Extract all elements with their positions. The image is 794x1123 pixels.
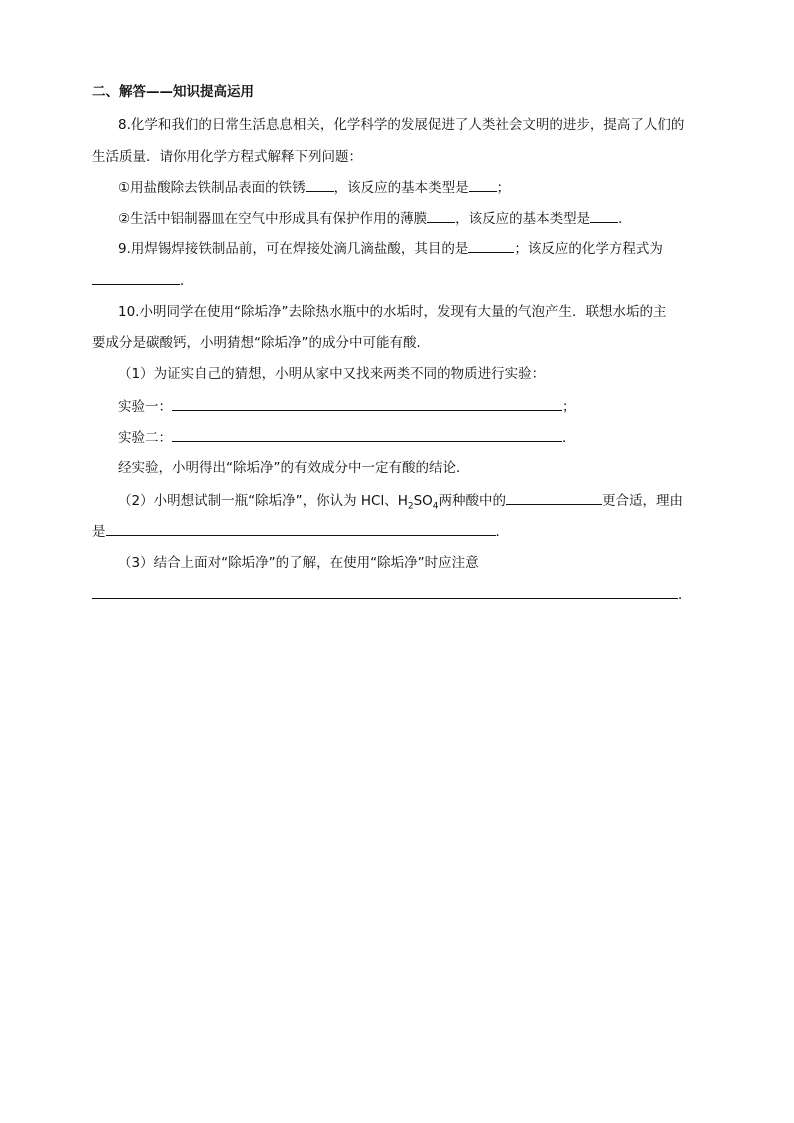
q10-part3-line2: [92, 584, 692, 605]
q9-line2: [92, 270, 194, 291]
q10-part3: （3）结合上面对“除垢净”的了解，在使用“除垢净”时应注意: [118, 555, 479, 571]
q10-experiment1: [118, 396, 576, 417]
experiment1-label: 实验一：: [118, 399, 172, 415]
answer-blank[interactable]: [590, 208, 618, 223]
experiment2-end: ．: [562, 430, 576, 446]
answer-blank[interactable]: [172, 427, 562, 442]
q8-item2-end: ．: [618, 211, 632, 227]
q8-text-line1: 8.化学和我们的日常生活息息相关，化学科学的发展促进了人类社会文明的进步，提高了人们的: [118, 117, 685, 133]
q8-item2: [118, 208, 632, 229]
q10-text-line1: 10.小明同学在使用“除垢净”去除热水瓶中的水垢时，发现有大量的气泡产生．联想水垢的主: [118, 304, 667, 320]
answer-blank[interactable]: [468, 238, 514, 253]
section-heading: 二、解答——知识提高运用: [92, 84, 254, 100]
answer-blank[interactable]: [306, 177, 334, 192]
answer-blank[interactable]: [469, 177, 497, 192]
q10-part1: （1）为证实自己的猜想，小明从家中又找来两类不同的物质进行实验：: [118, 366, 546, 382]
q8-item2-text: ②生活中铝制器皿在空气中形成具有保护作用的薄膜: [118, 211, 428, 227]
q10-experiment2: [118, 427, 576, 448]
experiment2-label: 实验二：: [118, 430, 172, 446]
q8-item1-text: ①用盐酸除去铁制品表面的铁锈: [118, 180, 306, 196]
q10-part2-line2: [92, 521, 509, 542]
answer-blank[interactable]: [106, 521, 496, 536]
q10-conclusion: 经实验，小明得出“除垢净”的有效成分中一定有酸的结论．: [118, 460, 470, 476]
q8-item1-end: ；: [496, 180, 511, 196]
answer-blank[interactable]: [92, 270, 180, 285]
q10-part2: [118, 490, 683, 511]
part2-line2-start: 是: [92, 524, 106, 540]
part2-text: （2）小明想试制一瓶“除垢净”，你认为 HCl、H: [118, 493, 408, 509]
part2-choice-text: 两种酸中的: [438, 493, 507, 509]
part2-so: SO: [413, 493, 433, 509]
part3-line2-end: ．: [678, 587, 692, 603]
experiment1-end: ；: [562, 399, 576, 415]
q8-item1-type-text: ，该反应的基本类型是: [333, 180, 469, 196]
q9-text: 9.用焊锡焊接铁制品前，可在焊接处滴几滴盐酸，其目的是: [118, 241, 469, 257]
q8-item1: [118, 177, 510, 198]
answer-blank[interactable]: [92, 584, 678, 599]
q9-equation-text: ；该反应的化学方程式为: [514, 241, 663, 257]
answer-blank[interactable]: [427, 208, 455, 223]
q9-line2-end: ．: [180, 273, 194, 289]
answer-blank[interactable]: [506, 490, 602, 505]
q9-line1: [118, 238, 663, 259]
subscript-4: 4: [432, 501, 439, 512]
q10-text-line2: 要成分是碳酸钙，小明猜想“除垢净”的成分中可能有酸．: [92, 335, 430, 351]
q8-item2-type-text: ，该反应的基本类型是: [455, 211, 591, 227]
part2-reason-text: 更合适，理由: [602, 493, 684, 509]
part2-line2-end: ．: [495, 524, 509, 540]
answer-blank[interactable]: [172, 396, 562, 411]
q8-text-line2: 生活质量．请你用化学方程式解释下列问题：: [92, 149, 362, 165]
subscript-2: 2: [407, 501, 414, 512]
